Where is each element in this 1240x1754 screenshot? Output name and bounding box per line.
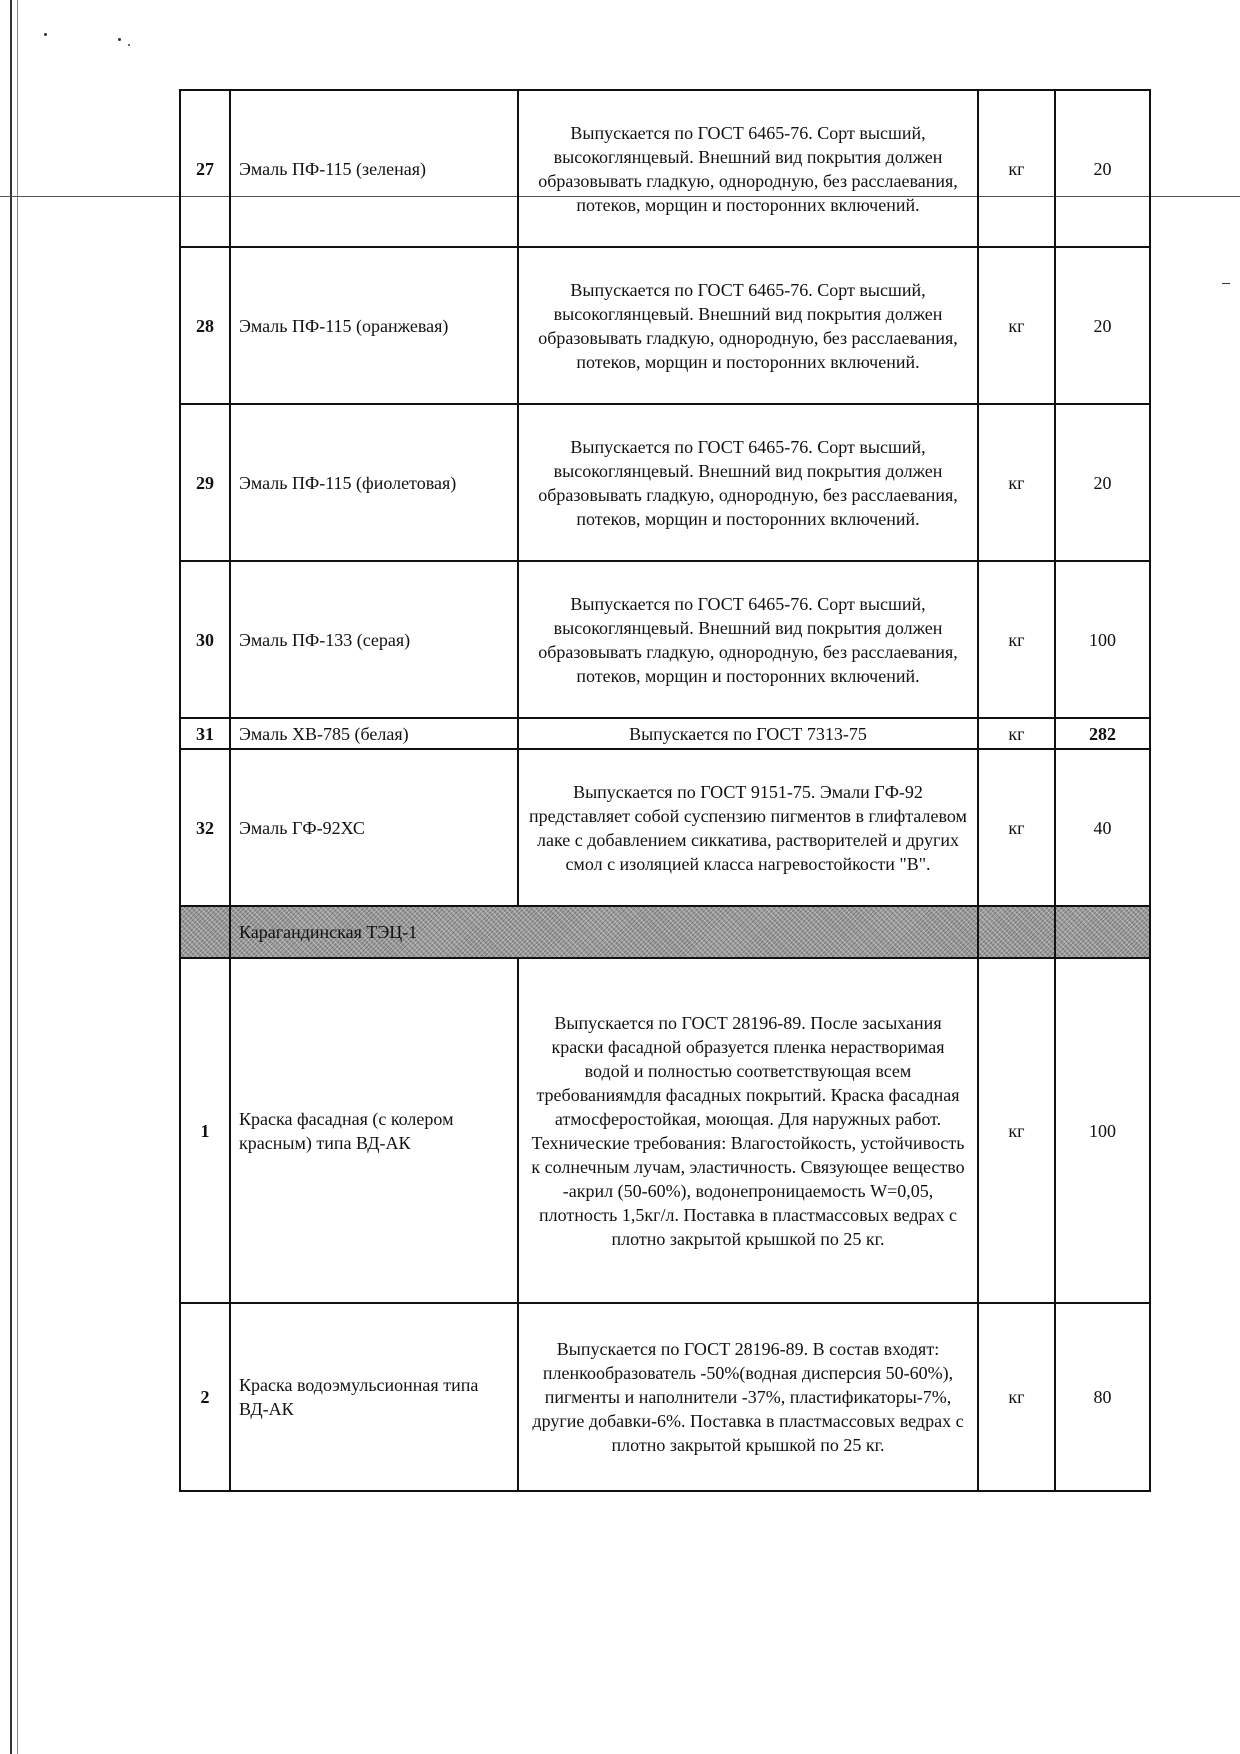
row-number: 1 [180,958,230,1303]
item-quantity: 40 [1055,749,1150,906]
section-cell [1055,906,1150,958]
item-description: Выпускается по ГОСТ 6465-76. Сорт высший, высокоглянцевый. Внешний вид покрытия должен образовывать гладкую, однородную, без расслаевания, потеков, морщин и посторонних включений. [518,247,978,404]
item-description: Выпускается по ГОСТ 9151-75. Эмали ГФ-92 представляет собой суспензию пигментов в глифталевом лаке с добавлением сиккатива, растворителей и других смол с изоляцией класса нагревостойкости "В". [518,749,978,906]
row-number: 27 [180,90,230,247]
item-quantity: 20 [1055,90,1150,247]
item-quantity: 100 [1055,958,1150,1303]
item-unit: кг [978,718,1055,749]
item-unit: кг [978,561,1055,718]
item-name: Эмаль ХВ-785 (белая) [230,718,518,749]
item-name: Эмаль ПФ-115 (фиолетовая) [230,404,518,561]
table-row [180,749,1150,906]
item-description: Выпускается по ГОСТ 28196-89. После засыхания краски фасадной образуется пленка нерастворимая водой и полностью соответствующая всем требованиямдля фасадных покрытий. Краска фасадная атмосферостойкая, моющая. Для наружных работ. Технические требования: Влагостойкость, устойчивость к солнечным лучам, эластичность. Связующее вещество -акрил (50-60%), водонепроницаемость W=0,05, плотность 1,5кг/л. Поставка в пластмассовых ведрах с плотно закрытой крышкой по 25 кг. [518,958,978,1303]
item-unit: кг [978,90,1055,247]
section-title: Карагандинская ТЭЦ-1 [230,906,978,958]
table-row [180,718,1150,749]
scan-speck [44,33,47,36]
row-number: 28 [180,247,230,404]
item-unit: кг [978,749,1055,906]
item-description: Выпускается по ГОСТ 6465-76. Сорт высший, высокоглянцевый. Внешний вид покрытия должен образовывать гладкую, однородную, без расслаевания, потеков, морщин и посторонних включений. [518,90,978,247]
scan-speck [118,38,121,41]
section-header-row [180,906,1150,958]
table-row [180,561,1150,718]
scan-speck [1222,283,1230,284]
item-name: Краска водоэмульсионная типа ВД-АК [230,1303,518,1491]
item-description: Выпускается по ГОСТ 7313-75 [518,718,978,749]
scan-speck [128,44,130,46]
item-name: Эмаль ПФ-115 (оранжевая) [230,247,518,404]
item-quantity: 20 [1055,404,1150,561]
materials-table [179,89,1151,1492]
item-unit: кг [978,404,1055,561]
section-cell [978,906,1055,958]
item-quantity: 20 [1055,247,1150,404]
table-row [180,247,1150,404]
item-quantity: 100 [1055,561,1150,718]
item-name: Эмаль ГФ-92ХС [230,749,518,906]
row-number: 31 [180,718,230,749]
row-number: 30 [180,561,230,718]
table-row [180,404,1150,561]
item-description: Выпускается по ГОСТ 6465-76. Сорт высший, высокоглянцевый. Внешний вид покрытия должен образовывать гладкую, однородную, без расслаевания, потеков, морщин и посторонних включений. [518,561,978,718]
item-unit: кг [978,958,1055,1303]
item-name: Краска фасадная (с колером красным) типа ВД-АК [230,958,518,1303]
item-description: Выпускается по ГОСТ 6465-76. Сорт высший, высокоглянцевый. Внешний вид покрытия должен образовывать гладкую, однородную, без расслаевания, потеков, морщин и посторонних включений. [518,404,978,561]
table-row [180,958,1150,1303]
section-cell [180,906,230,958]
item-unit: кг [978,247,1055,404]
item-name: Эмаль ПФ-133 (серая) [230,561,518,718]
scan-edge-line [17,0,18,1754]
item-unit: кг [978,1303,1055,1491]
item-quantity: 80 [1055,1303,1150,1491]
item-name: Эмаль ПФ-115 (зеленая) [230,90,518,247]
item-description: Выпускается по ГОСТ 28196-89. В состав входят: пленкообразователь -50%(водная дисперсия 50-60%), пигменты и наполнители -37%, пластификаторы-7%, другие добавки-6%. Поставка в пластмассовых ведрах с плотно закрытой крышкой по 25 кг. [518,1303,978,1491]
row-number: 2 [180,1303,230,1491]
row-number: 32 [180,749,230,906]
scan-edge-line [10,0,12,1754]
table-row [180,90,1150,247]
table-row [180,1303,1150,1491]
row-number: 29 [180,404,230,561]
item-quantity: 282 [1055,718,1150,749]
